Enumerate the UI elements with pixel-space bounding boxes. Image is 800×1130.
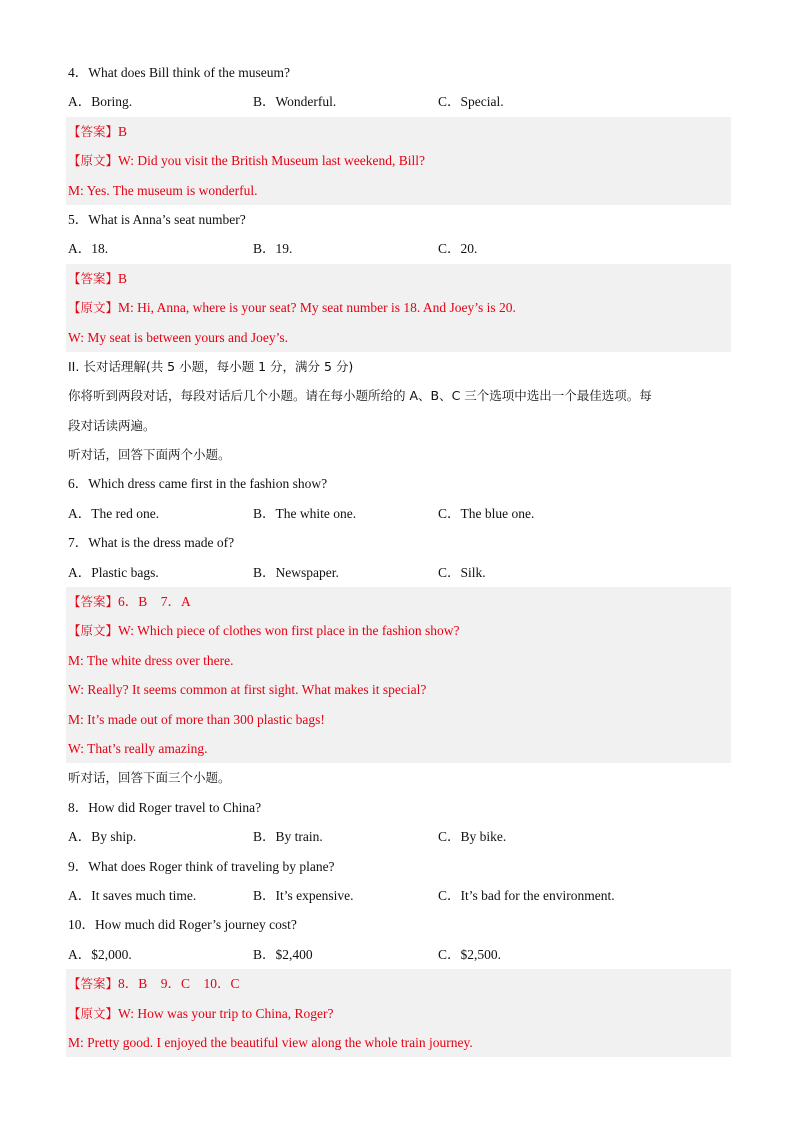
transcript-tag: 【原文】 bbox=[68, 153, 119, 169]
answer-line bbox=[68, 587, 731, 616]
question-9-options bbox=[68, 881, 731, 910]
answer-value: 8．B 9．C 10．C bbox=[118, 976, 240, 992]
question-6: 6．Which dress came first in the fashion show? bbox=[68, 476, 328, 492]
answer-block-6-7 bbox=[66, 587, 731, 763]
question-10-options bbox=[68, 940, 731, 969]
question-10: 10．How much did Roger’s journey cost? bbox=[68, 917, 297, 933]
answer-value: B bbox=[118, 270, 128, 286]
question-8: 8．How did Roger travel to China? bbox=[68, 799, 262, 815]
option-a: A．18. bbox=[68, 241, 109, 257]
question-8-options bbox=[68, 822, 731, 851]
option-a: A．$2,000. bbox=[68, 946, 132, 962]
transcript-line: M: Yes. The museum is wonderful. bbox=[68, 182, 258, 198]
answer-line bbox=[68, 264, 731, 293]
option-c: C．It’s bad for the environment. bbox=[438, 887, 615, 903]
question-7-options bbox=[68, 558, 731, 587]
section-instruction-cont: 段对话读两遍。 bbox=[68, 417, 156, 433]
transcript-tag: 【原文】 bbox=[68, 1005, 119, 1021]
answer-tag: 【答案】 bbox=[68, 270, 119, 286]
option-c: C．$2,500. bbox=[438, 946, 502, 962]
transcript-line bbox=[68, 146, 731, 175]
transcript-line: M: The white dress over there. bbox=[68, 652, 234, 668]
option-b: B．$2,400 bbox=[253, 946, 313, 962]
option-a: A．The red one. bbox=[68, 505, 160, 521]
transcript-line bbox=[68, 999, 731, 1028]
option-b: B．The white one. bbox=[253, 505, 357, 521]
question-5: 5．What is Anna’s seat number? bbox=[68, 211, 246, 227]
document-content bbox=[68, 58, 731, 1057]
question-5-options bbox=[68, 234, 731, 263]
option-b: B．19. bbox=[253, 241, 293, 257]
transcript-line: W: My seat is between yours and Joey’s. bbox=[68, 329, 288, 345]
question-9: 9．What does Roger think of traveling by plane? bbox=[68, 858, 335, 874]
section-heading: II. 长对话理解(共 5 小题，每小题 1 分，满分 5 分) bbox=[68, 358, 354, 374]
option-b: B．Wonderful. bbox=[253, 94, 337, 110]
transcript-line: M: Pretty good. I enjoyed the beautiful view along the whole train journey. bbox=[68, 1034, 473, 1050]
option-c: C．Special. bbox=[438, 94, 504, 110]
transcript-line bbox=[68, 616, 731, 645]
transcript-text: W: Did you visit the British Museum last weekend, Bill? bbox=[118, 153, 425, 169]
option-c: C．By bike. bbox=[438, 829, 507, 845]
transcript-text: W: Which piece of clothes won first place in the fashion show? bbox=[118, 623, 460, 639]
option-a: A．Plastic bags. bbox=[68, 564, 159, 580]
transcript-line: W: Really? It seems common at first sight. What makes it special? bbox=[68, 682, 427, 698]
option-c: C．20. bbox=[438, 241, 478, 257]
section-instruction: 你将听到两段对话，每段对话后几个小题。请在每小题所给的 A、B、C 三个选项中选出一个最佳选项。每 bbox=[68, 388, 652, 404]
transcript-text: M: Hi, Anna, where is your seat? My seat number is 18. And Joey’s is 20. bbox=[118, 300, 516, 316]
answer-line bbox=[68, 969, 731, 998]
transcript-tag: 【原文】 bbox=[68, 623, 119, 639]
question-6-options bbox=[68, 499, 731, 528]
option-a: A．By ship. bbox=[68, 829, 137, 845]
transcript-line bbox=[68, 293, 731, 322]
answer-tag: 【答案】 bbox=[68, 594, 119, 610]
transcript-line: M: It’s made out of more than 300 plastic bags! bbox=[68, 711, 325, 727]
answer-block-8-10 bbox=[66, 969, 731, 1057]
answer-block-4 bbox=[66, 117, 731, 205]
answer-block-5 bbox=[66, 264, 731, 352]
answer-tag: 【答案】 bbox=[68, 976, 119, 992]
option-b: B．By train. bbox=[253, 829, 323, 845]
option-b: B．Newspaper. bbox=[253, 564, 339, 580]
option-b: B．It’s expensive. bbox=[253, 887, 354, 903]
option-a: A．It saves much time. bbox=[68, 887, 197, 903]
dialog-intro: 听对话，回答下面两个小题。 bbox=[68, 447, 231, 463]
dialog-intro: 听对话，回答下面三个小题。 bbox=[68, 770, 231, 786]
option-a: A．Boring. bbox=[68, 94, 133, 110]
transcript-line: W: That’s really amazing. bbox=[68, 740, 208, 756]
answer-tag: 【答案】 bbox=[68, 123, 119, 139]
option-c: C．The blue one. bbox=[438, 505, 535, 521]
answer-line bbox=[68, 117, 731, 146]
transcript-tag: 【原文】 bbox=[68, 300, 119, 316]
question-4-options bbox=[68, 87, 731, 116]
answer-value: B bbox=[118, 123, 128, 139]
option-c: C．Silk. bbox=[438, 564, 486, 580]
answer-value: 6．B 7．A bbox=[118, 594, 191, 610]
question-7: 7．What is the dress made of? bbox=[68, 535, 235, 551]
transcript-text: W: How was your trip to China, Roger? bbox=[118, 1005, 334, 1021]
question-4: 4．What does Bill think of the museum? bbox=[68, 65, 290, 80]
